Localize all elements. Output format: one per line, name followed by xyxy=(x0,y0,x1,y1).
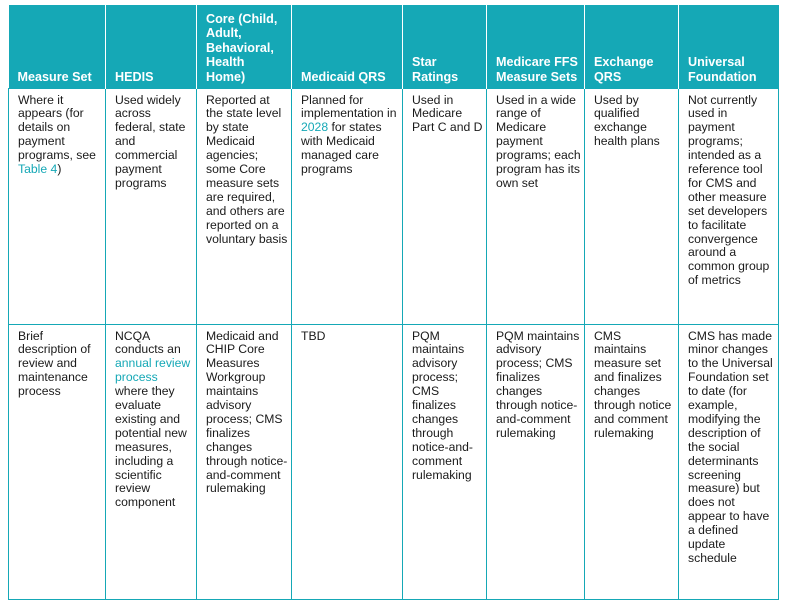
medicaid-qrs-text: Planned for implementation in xyxy=(301,92,397,121)
star-ratings-cell: Used in Medicare Part C and D xyxy=(403,88,487,324)
row-label-text: Where it appears (for details on payment programs, see xyxy=(18,92,96,163)
hedis-cell xyxy=(106,324,197,599)
hedis-cell: Used widely across federal, state and commercial payment programs xyxy=(106,88,197,324)
row-label-cell: Brief description of review and maintenance process xyxy=(9,324,106,599)
header-medicaid-qrs: Medicaid QRS xyxy=(292,5,403,88)
medicare-ffs-cell: PQM maintains advisory process; CMS finalizes changes through notice-and-comment rulemaking xyxy=(487,324,585,599)
medicare-ffs-cell: Used in a wide range of Medicare payment programs; each program has its own set xyxy=(487,88,585,324)
medicaid-qrs-cell: TBD xyxy=(292,324,403,599)
header-star-ratings: Star Ratings xyxy=(403,5,487,88)
medicaid-qrs-text-end: for states with Medicaid managed care programs xyxy=(301,120,382,177)
header-medicare-ffs: Medicare FFS Measure Sets xyxy=(487,5,585,88)
universal-foundation-cell: Not currently used in payment programs; intended as a reference tool for CMS and other measure set developers to facilitate convergence around a common group of metrics xyxy=(679,88,779,324)
hedis-text: NCQA conducts an xyxy=(115,328,181,357)
year-2028-link[interactable]: 2028 xyxy=(301,120,329,135)
header-exchange-qrs: Exchange QRS xyxy=(585,5,679,88)
exchange-qrs-cell: CMS maintains measure set and finalizes changes through notice and comment rulemaking xyxy=(585,324,679,599)
row-label-text-end: ) xyxy=(57,162,62,177)
medicaid-qrs-cell xyxy=(292,88,403,324)
hedis-text-end: where they evaluate existing and potential new measures, including a scientific review component xyxy=(115,384,187,510)
universal-foundation-cell: CMS has made minor changes to the Universal Foundation set to date (for example, modifying the description of the social determinants screening measure) but does not appear to have a defined update schedule xyxy=(679,324,779,599)
header-row xyxy=(9,5,779,88)
table-row-review-process xyxy=(9,324,779,599)
header-hedis: HEDIS xyxy=(106,5,197,88)
exchange-qrs-cell: Used by qualified exchange health plans xyxy=(585,88,679,324)
row-label-cell xyxy=(9,88,106,324)
annual-review-process-link[interactable]: annual review process xyxy=(115,356,191,385)
measure-set-comparison-table xyxy=(8,5,779,600)
table-4-link[interactable]: Table 4 xyxy=(18,162,58,177)
header-core: Core (Child, Adult, Behavioral, Health Home) xyxy=(197,5,292,88)
header-universal-foundation: Universal Foundation xyxy=(679,5,779,88)
table-row-where-it-appears xyxy=(9,88,779,324)
core-cell: Reported at the state level by state Medicaid agencies; some Core measure sets are required, and others are reported on a voluntary basis xyxy=(197,88,292,324)
header-measure-set: Measure Set xyxy=(9,5,106,88)
core-cell: Medicaid and CHIP Core Measures Workgroup maintains advisory process; CMS finalizes changes through notice-and-comment rulemaking xyxy=(197,324,292,599)
star-ratings-cell: PQM maintains advisory process; CMS finalizes changes through notice-and-comment rulemaking xyxy=(403,324,487,599)
